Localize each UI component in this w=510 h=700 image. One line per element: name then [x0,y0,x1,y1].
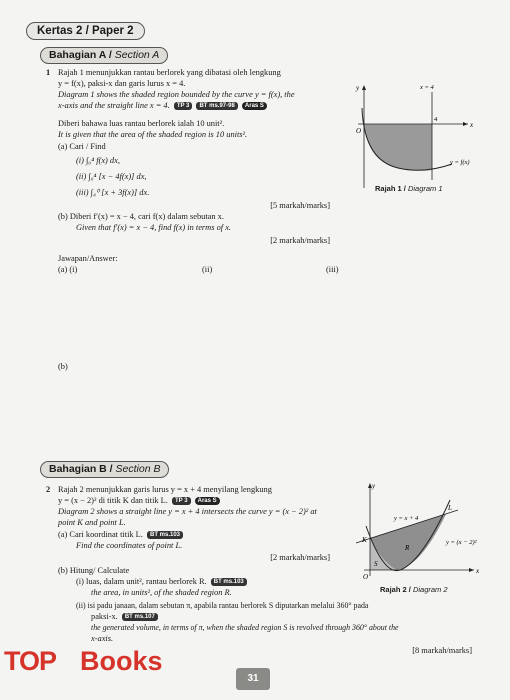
q2-line1: Rajah 2 menunjukkan garis lurus y = x + 4 menyilang lengkung [58,485,272,494]
q2-b-ii2 [91,612,158,623]
q2-b-ii2-text: paksi-x. [91,612,118,621]
q2-line4: point K and point L. [58,518,126,527]
diagram1-y-label: y [356,84,360,92]
q2-a-badge: BT ms.103 [147,531,183,539]
q2-part-a2: Find the coordinates of point L. [76,541,183,550]
diagram1-x-label: x [470,121,474,129]
diagram2-caption-ms: Rajah 2 / [380,585,413,594]
q1-part-a: (a) Cari / Find [58,142,106,151]
diagram2-x-label: x [476,567,480,575]
q2-b-i1-text: (i) luas, dalam unit², rantau berlorek R. [76,577,207,586]
section-b-ms: Bahagian B / [49,463,116,475]
q2-bii-badge: BT ms.107 [122,613,158,621]
q2-tp-badge: TP 3 [172,497,191,505]
q2-line2 [58,496,220,507]
section-a-ms: Bahagian A / [49,49,115,61]
q1-number: 1 [46,68,51,77]
section-b-label [40,461,169,478]
q1-a-iii: (iii) ∫₄⁰ [x + 3f(x)] dx. [76,188,150,197]
q1-line4-text: x-axis and the straight line x = 4. [58,101,170,110]
q1-line3: Diagram 1 shows the shaded region bounded by the curve y = f(x), the [58,90,295,99]
diagram2-y-label: y [372,482,376,490]
q1-tp-badge: TP 3 [174,102,193,110]
diagram1-line-label: x = 4 [420,84,434,91]
paper-title: Kertas 2 / Paper 2 [26,22,145,40]
q2-part-a1 [58,530,183,541]
diagram2-label-s: S [374,560,378,568]
logo-top: TOP [4,646,57,676]
section-a-label [40,47,168,64]
diagram2-point-l: L [448,504,452,512]
q2-part-a1-text: (a) Cari koordinat titik L. [58,530,143,539]
diagram2-point-k: K [362,536,367,544]
q1-a-i: (i) ∫₀⁴ f(x) dx, [76,156,120,165]
q1-marks-b: [2 markah/marks] [270,236,330,245]
q1-line2: y = f(x), paksi-x dan garis lurus x = 4. [58,79,186,88]
diagram1-x-arrow [463,122,468,126]
q1-line6: It is given that the area of the shaded region is 10 units². [58,130,248,139]
answer-label: Jawapan/Answer: [58,254,118,263]
diagram-1 [350,80,490,195]
diagram2-label-r: R [405,544,410,552]
diagram2-curve-label: y = (x − 2)² [446,539,477,546]
diagram1-caption-en: Diagram 1 [407,184,443,193]
q1-line5: Diberi bahawa luas rantau berlorek ialah 10 unit². [58,119,225,128]
q2-marks-b: [8 markah/marks] [412,646,472,655]
answer-a-i: (a) (i) [58,265,78,274]
q2-line3: Diagram 2 shows a straight line y = x + 4 intersects the curve y = (x − 2)² at [58,507,317,516]
q2-aras-badge: Aras S [195,497,220,505]
section-b-en: Section B [115,463,161,475]
q2-b-ii1: (ii) isi padu janaan, dalam sebutan π, apabila rantau berlorek S diputarkan melalui 360° pada [76,601,369,610]
answer-a-iii: (iii) [326,265,339,274]
diagram1-curve-label: y = f(x) [450,159,470,166]
q1-a-ii: (ii) ∫₀⁴ [x − 4f(x)] dx, [76,172,147,181]
q1-bt-badge: BT ms.97-98 [196,102,237,110]
diagram-2 [350,480,490,588]
q2-marks-a: [2 markah/marks] [270,553,330,562]
diagram2-origin: O [363,573,369,581]
diagram1-y-arrow [362,85,366,90]
q2-bi-badge: BT ms.103 [211,578,247,586]
logo-books: Books [80,646,163,676]
q1-line4 [58,101,267,112]
page-number: 31 [236,668,270,690]
diagram1-caption [375,184,443,193]
diagram1-tick-4: 4 [434,116,438,123]
q2-b-i2: the area, in units², of the shaded region R. [91,588,232,597]
diagram1-shaded-region [364,124,432,171]
q2-line2-text: y = (x − 2)² di titik K dan titik L. [58,496,168,505]
section-a-en: Section A [114,49,160,61]
diagram2-caption-en: Diagram 2 [412,585,448,594]
diagram2-line-label: y = x + 4 [394,515,419,522]
q1-aras-badge: Aras S [242,102,267,110]
q1-line1: Rajah 1 menunjukkan rantau berlorek yang dibatasi oleh lengkung [58,68,281,77]
q1-marks-a: [5 markah/marks] [270,201,330,210]
answer-a-ii: (ii) [202,265,213,274]
diagram1-origin: O [356,127,362,135]
q2-b-i1 [76,577,247,588]
diagram1-caption-ms: Rajah 1 / [375,184,408,193]
answer-b: (b) [58,362,68,371]
diagram2-caption [380,585,448,594]
q2-b-ii3: the generated volume, in terms of π, when the shaded region S is revolved through 360° about the [91,623,399,632]
q2-b-ii4: x-axis. [91,634,114,643]
q1-part-b1: (b) Diberi f′(x) = x − 4, cari f(x) dalam sebutan x. [58,212,224,221]
q1-part-b2: Given that f′(x) = x − 4, find f(x) in terms of x. [76,223,232,232]
diagram2-x-arrow [469,568,474,572]
q2-part-b: (b) Hitung/ Calculate [58,566,130,575]
q2-number: 2 [46,485,51,494]
